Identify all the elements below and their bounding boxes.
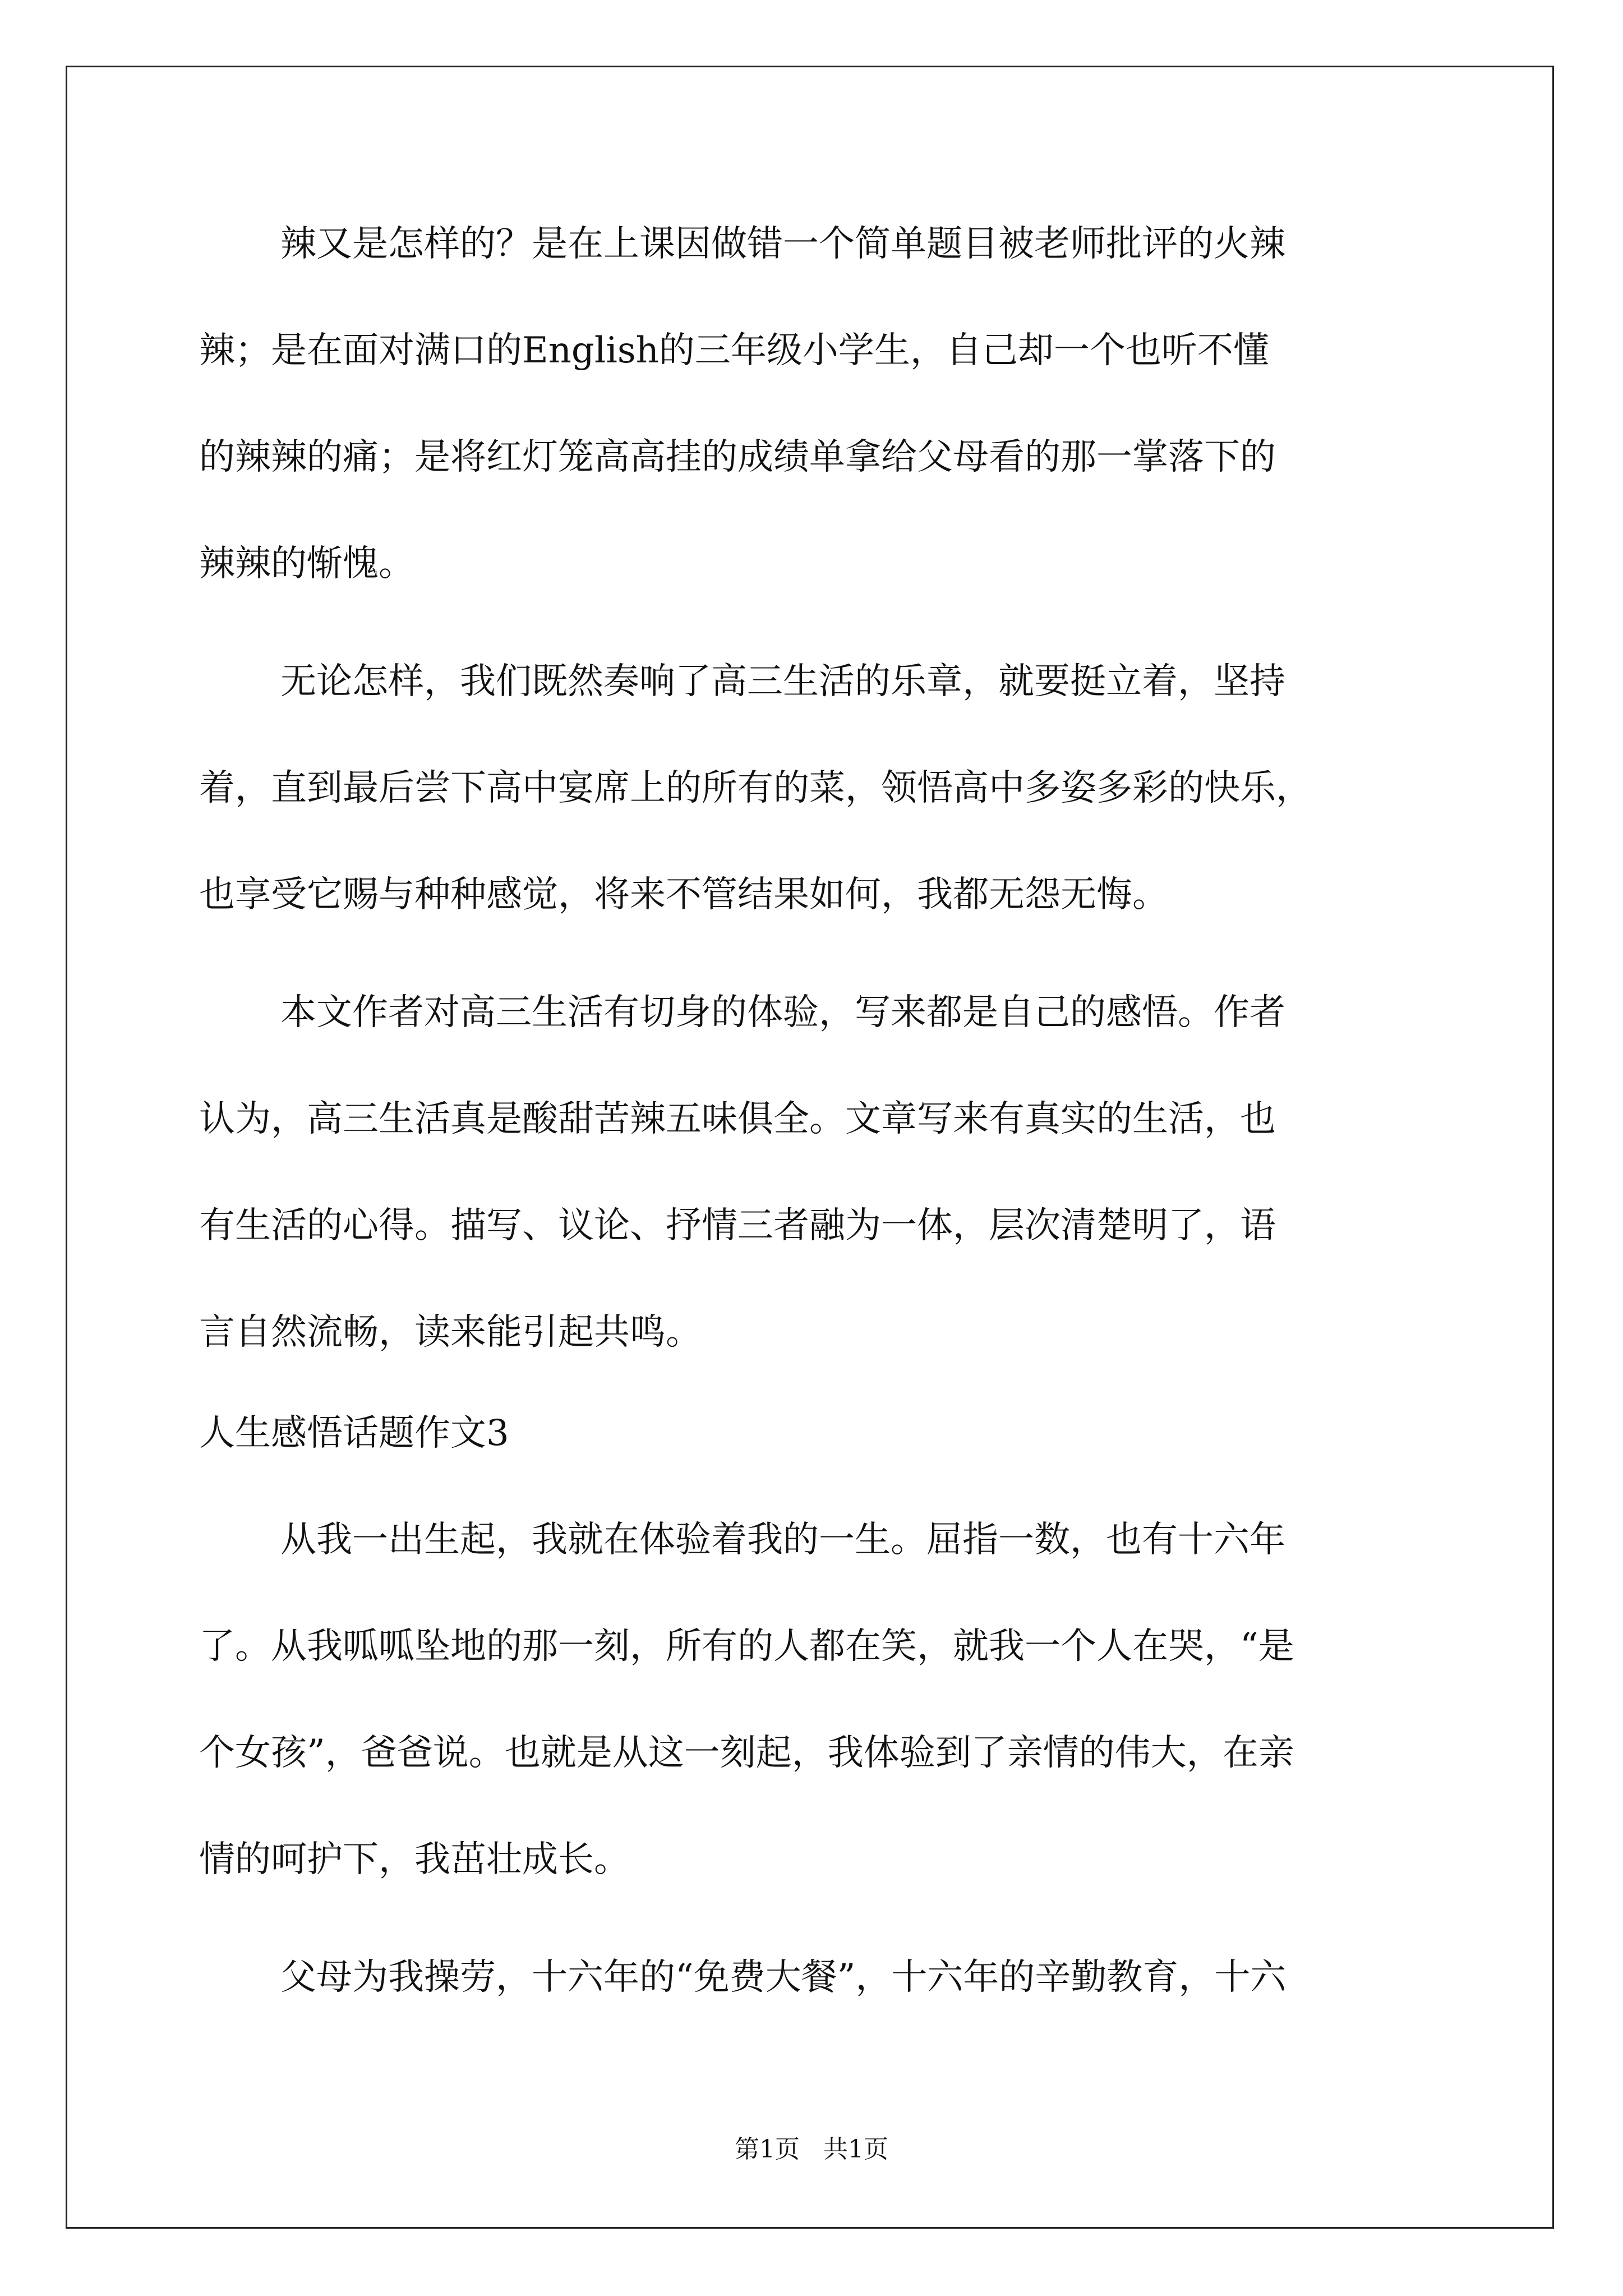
text-line: 从我一出生起，我就在体验着我的一生。屈指一数，也有十六年 — [280, 1519, 1285, 1561]
text-line: 个女孩”，爸爸说。也就是从这一刻起，我体验到了亲情的伟大，在亲 — [199, 1732, 1294, 1774]
text-line: 有生活的心得。描写、议论、抒情三者融为一体，层次清楚明了，语 — [199, 1205, 1276, 1246]
text-line: 着，直到最后尝下高中宴席上的所有的菜，领悟高中多姿多彩的快乐， — [199, 767, 1312, 809]
text-line: 父母为我操劳，十六年的“免费大餐”，十六年的辛勤教育，十六 — [280, 1957, 1287, 1998]
text-line: 情的呵护下，我茁壮成长。 — [199, 1839, 630, 1880]
text-line: 辣；是在面对满口的English的三年级小学生，自己却一个也听不懂 — [199, 330, 1269, 371]
text-line: 言自然流畅，读来能引起共鸣。 — [199, 1312, 702, 1353]
text-line: 了。从我呱呱坠地的那一刻，所有的人都在笑，就我一个人在哭，“是 — [199, 1626, 1294, 1667]
text-line: 辣辣的惭愧。 — [199, 543, 414, 585]
section-heading: 人生感悟话题作文3 — [199, 1412, 509, 1454]
text-line: 也享受它赐与种种感觉，将来不管结果如何，我都无怨无悔。 — [199, 874, 1168, 915]
page-number-footer: 第1页 共1页 — [735, 2135, 888, 2164]
text-line: 无论怎样，我们既然奏响了高三生活的乐章，就要挺立着，坚持 — [280, 661, 1285, 702]
text-line: 认为，高三生活真是酸甜苦辣五味俱全。文章写来有真实的生活，也 — [199, 1098, 1276, 1140]
text-line: 的辣辣的痛；是将红灯笼高高挂的成绩单拿给父母看的那一掌落下的 — [199, 436, 1276, 478]
text-line: 辣又是怎样的？是在上课因做错一个简单题目被老师批评的火辣 — [280, 223, 1285, 265]
text-line: 本文作者对高三生活有切身的体验，写来都是自己的感悟。作者 — [280, 992, 1285, 1033]
page-border — [66, 66, 1554, 2229]
